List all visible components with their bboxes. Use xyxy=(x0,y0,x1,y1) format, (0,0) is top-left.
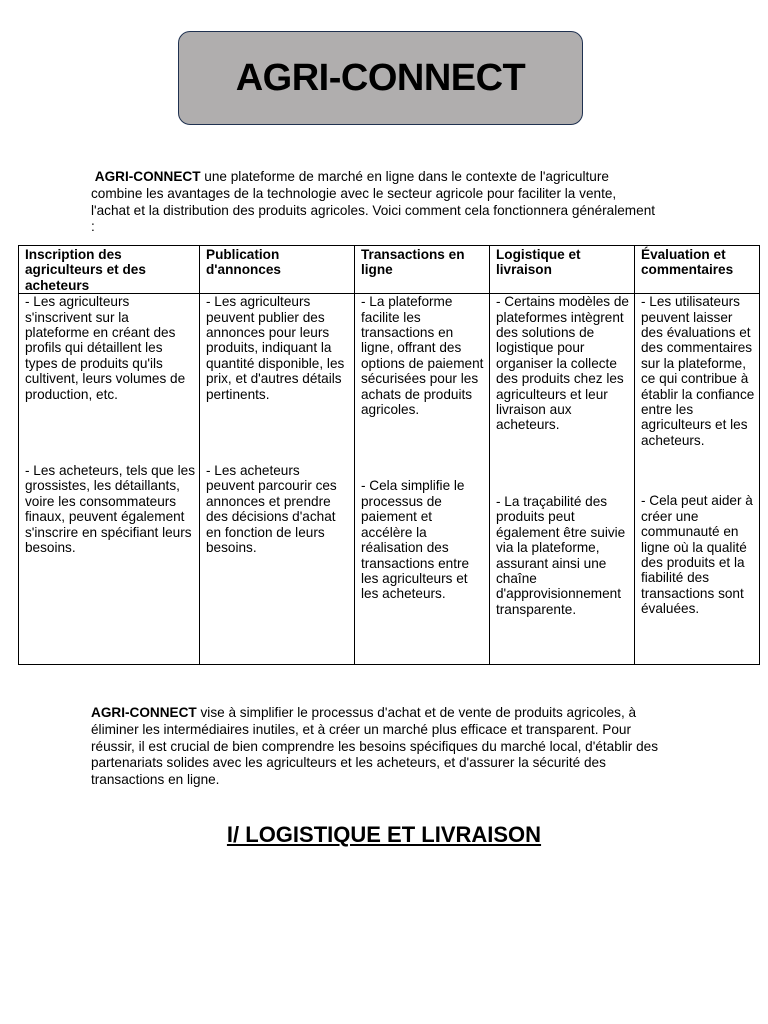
registration-buyers-text: - Les acheteurs, tels que les grossistes, les détaillants, voire les consommateurs finaux, peuvent également s'inscrire en spécifiant leurs besoins. xyxy=(25,463,196,556)
logistics-traceability-text: - La traçabilité des produits peut également être suivie via la plateforme, assurant ainsi une chaîne d'approvisionnement transparente. xyxy=(496,493,626,617)
table-row xyxy=(19,294,760,665)
transactions-platform-text: - La plateforme facilite les transactions en ligne, offrant des options de paiement sécurisées pour les achats de produits agricoles. xyxy=(361,294,484,418)
header-listings: Publication d'annonces xyxy=(200,246,355,294)
features-table xyxy=(18,245,760,665)
listings-farmers-text: - Les agriculteurs peuvent publier des annonces pour leurs produits, indiquant la quantité disponible, les prix, et d'autres détails pertinents. xyxy=(206,294,345,402)
conclusion-text: vise à simplifier le processus d'achat et de vente de produits agricoles, à éliminer les intermédiaires inutiles, et à créer un marché plus efficace et transparent. Pour réussir, il est crucial de bien comprendre les besoins spécifiques du marché local, d'établir des partenariats solides avec les agriculteurs et les acheteurs, et d'assurer la sécurité des transactions en ligne. xyxy=(91,705,659,788)
header-reviews: Évaluation et commentaires xyxy=(635,246,760,294)
conclusion-paragraph xyxy=(91,705,666,789)
cell-logistics xyxy=(490,294,635,665)
document-title: AGRI-CONNECT xyxy=(235,56,526,99)
intro-brand: AGRI-CONNECT xyxy=(94,169,201,184)
cell-reviews xyxy=(635,294,760,665)
header-logistics: Logistique et livraison xyxy=(490,246,635,294)
registration-farmers-text: - Les agriculteurs s'inscrivent sur la plateforme en créant des profils qui détaillent les types de produits qu'ils cultivent, leurs volumes de production, etc. xyxy=(25,294,186,402)
listings-buyers-text: - Les acheteurs peuvent parcourir ces annonces et prendre des décisions d'achat en fonction de leurs besoins. xyxy=(206,463,337,556)
logistics-solutions-text: - Certains modèles de plateformes intègrent des solutions de logistique pour organiser la collecte des produits chez les agriculteurs et leur livraison aux acheteurs. xyxy=(496,294,629,433)
header-registration: Inscription des agriculteurs et des acheteurs xyxy=(19,246,200,294)
cell-transactions xyxy=(355,294,490,665)
intro-text: une plateforme de marché en ligne dans le contexte de l'agriculture combine les avantages de la technologie avec le secteur agricole pour faciliter la vente, l'achat et la distribution des produits agricoles. Voici comment cela fonctionnera généralement : xyxy=(91,169,656,235)
reviews-users-text: - Les utilisateurs peuvent laisser des évaluations et des commentaires sur la plateforme, ce qui contribue à établir la confiance entre les agriculteurs et les acheteurs. xyxy=(641,294,755,448)
cell-listings xyxy=(200,294,355,665)
cell-registration xyxy=(19,294,200,665)
reviews-community-text: - Cela peut aider à créer une communauté en ligne où la qualité des produits et la fiabilité des transactions sont évaluées. xyxy=(641,493,753,617)
table-header-row xyxy=(19,246,760,294)
conclusion-brand: AGRI-CONNECT xyxy=(91,705,197,720)
header-transactions: Transactions en ligne xyxy=(355,246,490,294)
section-heading: I/ LOGISTIQUE ET LIVRAISON xyxy=(226,822,542,847)
intro-paragraph xyxy=(91,169,656,236)
title-banner xyxy=(178,31,583,125)
transactions-payment-text: - Cela simplifie le processus de paiement et accélère la réalisation des transactions entre les agriculteurs et les acheteurs. xyxy=(361,478,470,602)
